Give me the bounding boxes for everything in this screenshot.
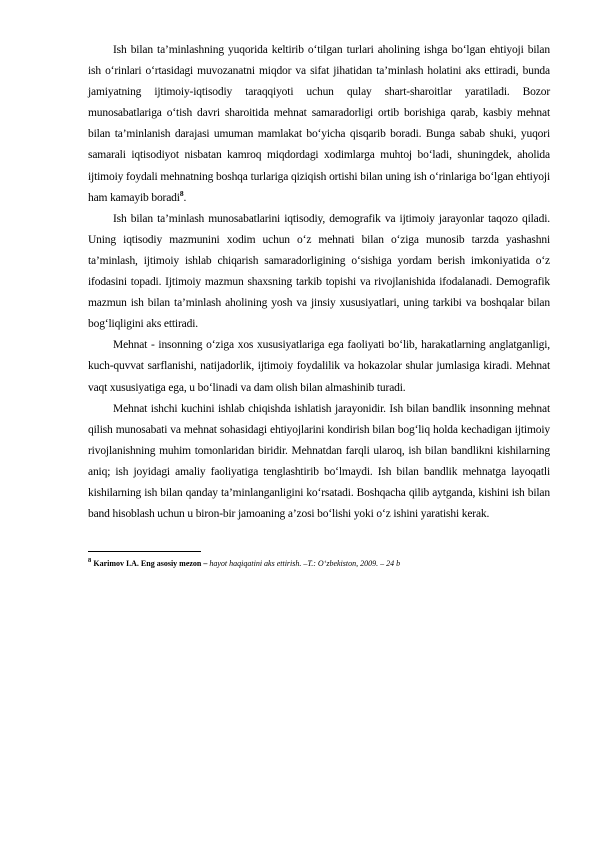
footnote — [88, 558, 550, 569]
footnote-title: hayot haqiqatini aks ettirish. –T.: O‘zbekiston, 2009. – 24 b — [207, 559, 401, 569]
paragraph-1-text: Ish bilan ta’minlashning yuqorida keltirib o‘tilgan turlari aholining ishga bo‘lgan ehtiyoji bilan ish o‘rinlari o‘rtasidagi muvozanatni miqdor va sifat jihatidan ta’minlash holatini aks ettiradi, bunda jamiyatning ijtimoiy-iqtisodiy taraqqiyoti uchun qulay shart-sharoitlar yaratiladi. Bozor munosabatlariga o‘tish davri sharoitida mehnat samaradorligi ortib borishiga qarab, kasbiy mehnat bilan ta’minlanish darajasi umuman mamlakat bo‘yicha qisqarib boradi. Bunga sabab shuki, yuqori samarali iqtisodiyot nisbatan kamroq miqdordagi xodimlarga muhtoj bo‘ladi, shuningdek, aholida ijtimoiy foydali mehnatning boshqa turlariga qiziqish ortishi bilan uning ish o‘rinlariga bo‘lgan ehtiyoji ham kamayib boradi — [88, 44, 550, 204]
footnote-number: 8 — [88, 557, 92, 565]
footnote-divider — [88, 551, 201, 552]
footnote-author: Karimov I.A. Eng asosiy mezon – — [93, 559, 208, 569]
paragraph-1 — [88, 40, 550, 209]
paragraph-2: Ish bilan ta’minlash munosabatlarini iqtisodiy, demografik va ijtimoiy jarayonlar taqozo qiladi. Uning iqtisodiy mazmunini xodim uchun o‘z mehnati bilan o‘ziga munosib tarzda yashashni ta’minlash, ijtimoiy ishlab chiqarish samaradorligining o‘sishiga yordam berish imkoniyatida o‘z ifodasini topadi. Ijtimoiy mazmun shaxsning tarkib topishi va rivojlanishida ifodalanadi. Demografik mazmun ish bilan ta’minlash aholining yosh va jinsiy xususiyatlari, uning tarkibi va boshqalar bilan bog‘liqligini aks ettiradi. — [88, 212, 550, 331]
paragraph-4: Mehnat ishchi kuchini ishlab chiqishda ishlatish jarayonidir. Ish bilan bandlik insonning mehnat qilish munosabati va mehnat sohasidagi ehtiyojlarini kondirish bilan bog‘liq holda kechadigan ijtimoiy rivojlanishning muhim tomonlaridan biridir. Mehnatdan farqli ularoq, ish bilan bandlikni kishilarning aniq; ish joyidagi amaliy faoliyatiga tenglashtirib bo‘lmaydi. Ish bilan bandlik mehnatga layoqatli kishilarning ish bilan qanday ta’minlanganligini ko‘rsatadi. Boshqacha qilib aytganda, kishini ish bilan band hisoblash uchun u biron-bir jamoaning a’zosi bo‘lishi yoki o‘z ishini yaratishi kerak. — [88, 402, 550, 521]
document-page — [88, 40, 550, 569]
footnote-ref[interactable]: 8 — [179, 188, 184, 198]
paragraph-3: Mehnat - insonning o‘ziga xos xususiyatlariga ega faoliyati bo‘lib, harakatlarning anglatganligi, kuch-quvvat sarflanishi, natijadorlik, ijtimoiy foydalilik va hokazolar shular jumlasiga kiradi. Mehnat vaqt xususiyatiga ega, u bo‘linadi va dam olish bilan almashinib turadi. — [88, 339, 550, 394]
paragraph-1-tail: . — [183, 191, 187, 204]
